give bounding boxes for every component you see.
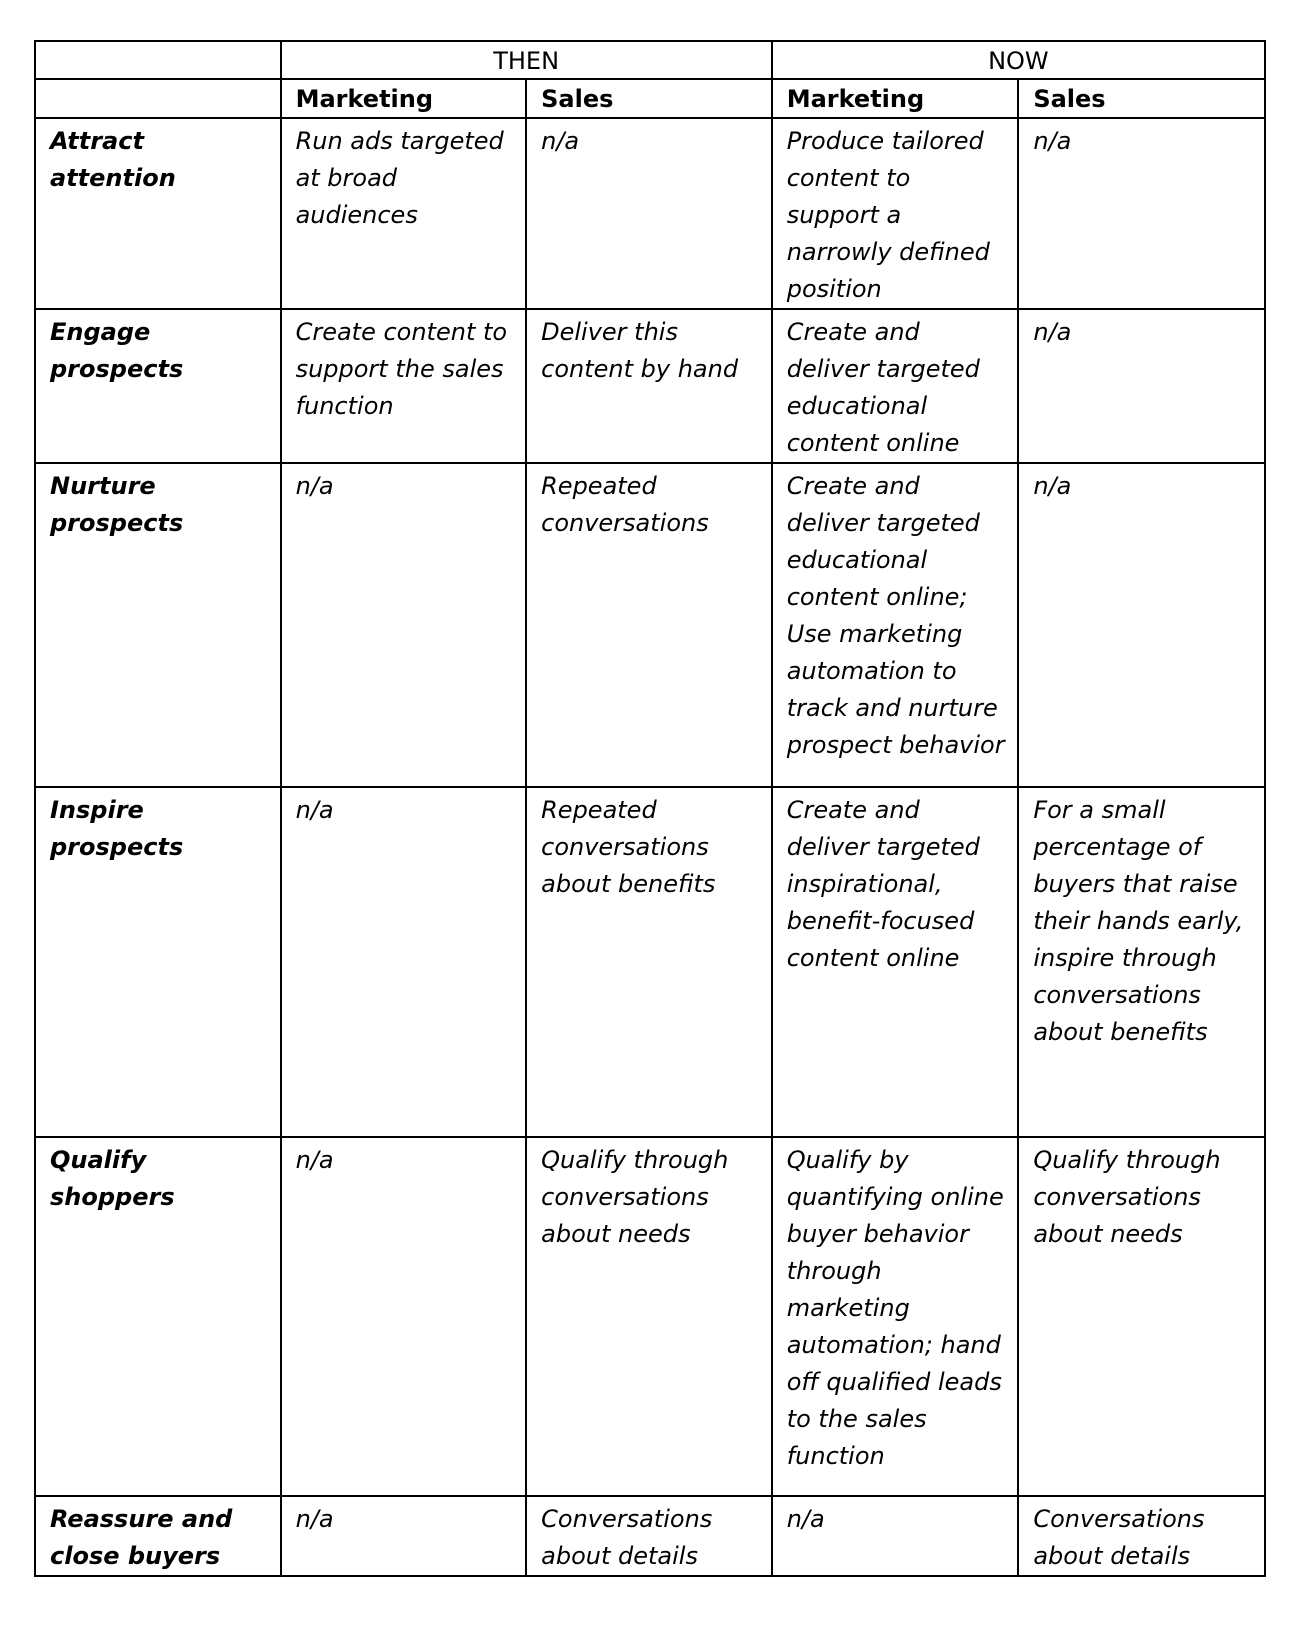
then-marketing-cell: n/a [281,1137,527,1496]
then-marketing-cell: n/a [281,463,527,787]
table-row [35,463,1265,787]
then-sales-cell: Deliver this content by hand [526,309,772,463]
comparison-table [34,40,1266,1577]
sub-header-row [35,79,1265,118]
sub-header-now-marketing: Marketing [772,79,1019,118]
then-sales-cell: Repeated conversations about benefits [526,787,772,1137]
stage-label: Engage prospects [35,309,281,463]
stage-label: Inspire prospects [35,787,281,1137]
then-sales-cell: n/a [526,118,772,309]
now-sales-cell: For a small percentage of buyers that raise their hands early, inspire through conversations about benefits [1018,787,1265,1137]
now-marketing-cell: Qualify by quantifying online buyer behavior through marketing automation; hand off qualified leads to the sales function [772,1137,1019,1496]
now-sales-cell: Conversations about details [1018,1496,1265,1576]
table-row [35,1496,1265,1576]
group-header-now: NOW [772,41,1265,79]
now-sales-cell: n/a [1018,309,1265,463]
sub-header-then-marketing: Marketing [281,79,527,118]
then-sales-cell: Conversations about details [526,1496,772,1576]
table-row [35,309,1265,463]
table-row [35,1137,1265,1496]
table-row [35,787,1265,1137]
now-marketing-cell: Create and deliver targeted educational content online; Use marketing automation to track and nurture prospect behavior [772,463,1019,787]
now-sales-cell: n/a [1018,463,1265,787]
table-row [35,118,1265,309]
now-marketing-cell: Produce tailored content to support a narrowly defined position [772,118,1019,309]
now-marketing-cell: Create and deliver targeted educational content online [772,309,1019,463]
stage-label: Qualify shoppers [35,1137,281,1496]
now-sales-cell: Qualify through conversations about needs [1018,1137,1265,1496]
corner-cell [35,41,281,79]
stage-label: Attract attention [35,118,281,309]
then-marketing-cell: n/a [281,787,527,1137]
then-sales-cell: Qualify through conversations about needs [526,1137,772,1496]
stage-label: Nurture prospects [35,463,281,787]
sub-header-now-sales: Sales [1018,79,1265,118]
sub-corner-cell [35,79,281,118]
now-marketing-cell: n/a [772,1496,1019,1576]
then-marketing-cell: n/a [281,1496,527,1576]
now-sales-cell: n/a [1018,118,1265,309]
sub-header-then-sales: Sales [526,79,772,118]
group-header-row [35,41,1265,79]
stage-label: Reassure and close buyers [35,1496,281,1576]
then-sales-cell: Repeated conversations [526,463,772,787]
then-marketing-cell: Run ads targeted at broad audiences [281,118,527,309]
group-header-then: THEN [281,41,772,79]
now-marketing-cell: Create and deliver targeted inspirational, benefit-focused content online [772,787,1019,1137]
then-marketing-cell: Create content to support the sales function [281,309,527,463]
